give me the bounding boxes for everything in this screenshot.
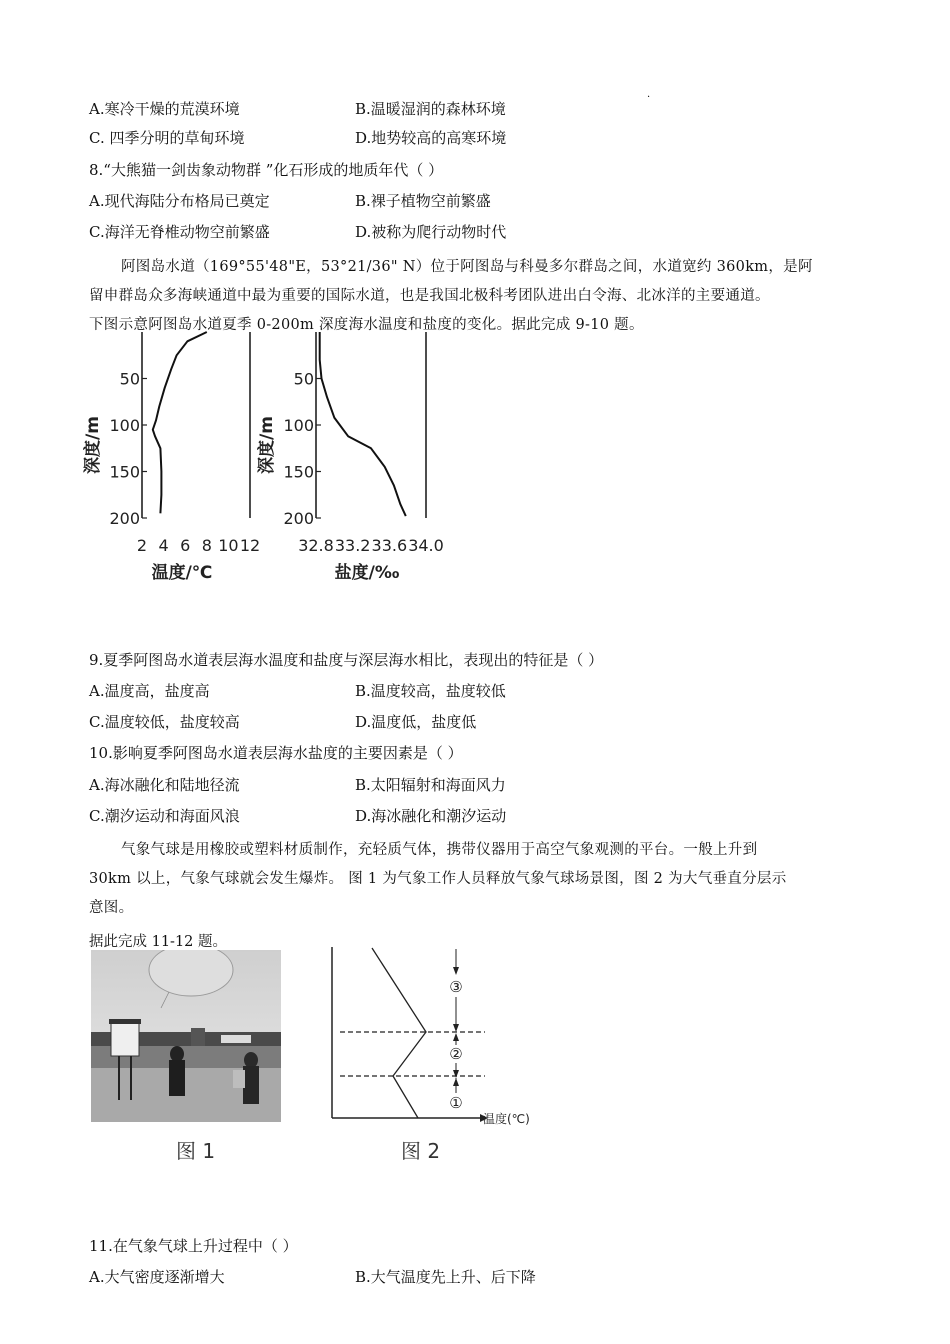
q8-option-c: C.海洋无脊椎动物空前繁盛: [89, 223, 270, 241]
depth-profile-charts: [80, 330, 460, 585]
layer-3-label: ③: [449, 978, 463, 996]
figure-1-caption: 图 1: [176, 1139, 216, 1163]
chart-1-y-tick-label: 50: [293, 369, 314, 389]
q10-option-d: D.海冰融化和潮汐运动: [355, 807, 507, 825]
q10-stem: 10.影响夏季阿图岛水道表层海水盐度的主要因素是（ ）: [89, 744, 463, 762]
chart-1-x-tick-label: 34.0: [408, 536, 444, 555]
passage-1-line-2: 留申群岛众多海峡通道中最为重要的国际水道，也是我国北极科考团队进出白令海、北冰洋的主要通道。: [89, 288, 770, 304]
passage-2-line-2: 30km 以上，气象气球就会发生爆炸。 图 1 为气象工作人员释放气象气球场景图，图 2 为大气垂直分层示: [89, 871, 787, 887]
passage-2-line-1: 气象气球是用橡胶或塑料材质制作，充轻质气体，携带仪器用于高空气象观测的平台。一般上升到: [121, 842, 758, 858]
chart-0-x-tick-label: 4: [158, 536, 169, 555]
q8-option-d: D.被称为爬行动物时代: [355, 223, 507, 241]
chart-1-y-label: 深度/m: [257, 416, 277, 474]
passage-1-line-1: 阿图岛水道（169°55'48"E，53°21/36" N）位于阿图岛与科曼多尔群岛之间，水道宽约 360km，是阿: [121, 259, 813, 275]
q11-option-a: A.大气密度逐渐增大: [89, 1268, 225, 1286]
figure-2-caption: 图 2: [401, 1139, 441, 1163]
atmosphere-layer-diagram: [320, 945, 550, 1125]
chart-0-x-label: 温度/℃: [151, 563, 213, 583]
stray-dot: ·: [647, 92, 651, 103]
passage-2-line-3: 意图。: [89, 900, 134, 916]
q9-option-d: D.温度低，盐度低: [355, 713, 477, 731]
layer-1-label: ①: [449, 1094, 463, 1112]
chart-0-y-tick-label: 100: [109, 416, 140, 435]
passage-1: [89, 253, 864, 340]
passage-1-line-3: 下图示意阿图岛水道夏季 0-200m 深度海水温度和盐度的变化。据此完成 9-10 题。: [89, 317, 644, 333]
q7-option-b: B.温暖湿润的森林环境: [355, 100, 506, 118]
passage-2-line-4: 据此完成 11-12 题。: [89, 934, 228, 950]
balloon-release-photo: [91, 950, 281, 1122]
q8-stem: 8.“大熊猫一剑齿象动物群 ”化石形成的地质年代（ ）: [89, 161, 444, 179]
chart-1-y-tick-label: 100: [283, 416, 314, 435]
chart-1-x-label: 盐度/‰: [334, 563, 400, 583]
q7-option-d: D.地势较高的高寒环境: [355, 129, 507, 147]
q9-stem: 9.夏季阿图岛水道表层海水温度和盐度与深层海水相比，表现出的特征是（ ）: [89, 651, 604, 669]
q9-option-b: B.温度较高，盐度较低: [355, 682, 506, 700]
chart-1-x-tick-label: 33.6: [371, 536, 408, 555]
q8-option-b: B.裸子植物空前繁盛: [355, 192, 491, 210]
q7-option-c: C. 四季分明的草甸环境: [89, 129, 245, 147]
chart-0-y-label: 深度/m: [83, 416, 103, 474]
q8-option-a: A.现代海陆分布格局已奠定: [89, 192, 270, 210]
chart-0-x-tick-label: 6: [180, 536, 191, 555]
chart-0-x-tick-label: 12: [239, 536, 261, 555]
temperature-axis-label: 温度(℃): [483, 1112, 530, 1125]
chart-1-y-tick-label: 150: [283, 462, 314, 482]
q9-option-a: A.温度高，盐度高: [89, 682, 210, 700]
q10-option-c: C.潮汐运动和海面风浪: [89, 807, 240, 825]
q11-option-b: B.大气温度先上升、后下降: [355, 1268, 536, 1286]
chart-0-x-tick-label: 10: [218, 536, 239, 555]
chart-0-x-tick-label: 2: [136, 536, 148, 555]
chart-1-series-line: [320, 332, 406, 516]
q9-option-c: C.温度较低，盐度较高: [89, 713, 240, 731]
q11-stem: 11.在气象气球上升过程中（ ）: [89, 1237, 298, 1255]
chart-1-x-tick-label: 32.8: [298, 536, 334, 555]
layer-2-label: ②: [449, 1045, 463, 1063]
chart-0-y-tick-label: 150: [109, 462, 140, 482]
chart-1-x-tick-label: 33.2: [334, 536, 371, 555]
q10-option-b: B.太阳辐射和海面风力: [355, 776, 506, 794]
passage-2: [89, 836, 864, 923]
q10-option-a: A.海冰融化和陆地径流: [89, 776, 240, 794]
chart-0-y-tick-label: 50: [119, 369, 140, 389]
chart-0-series-line: [153, 332, 207, 513]
q7-option-a: A.寒冷干燥的荒漠环境: [89, 100, 240, 118]
chart-0-x-tick-label: 8: [201, 536, 212, 555]
chart-1-y-tick-label: 200: [283, 509, 314, 528]
chart-0-y-tick-label: 200: [109, 509, 140, 528]
